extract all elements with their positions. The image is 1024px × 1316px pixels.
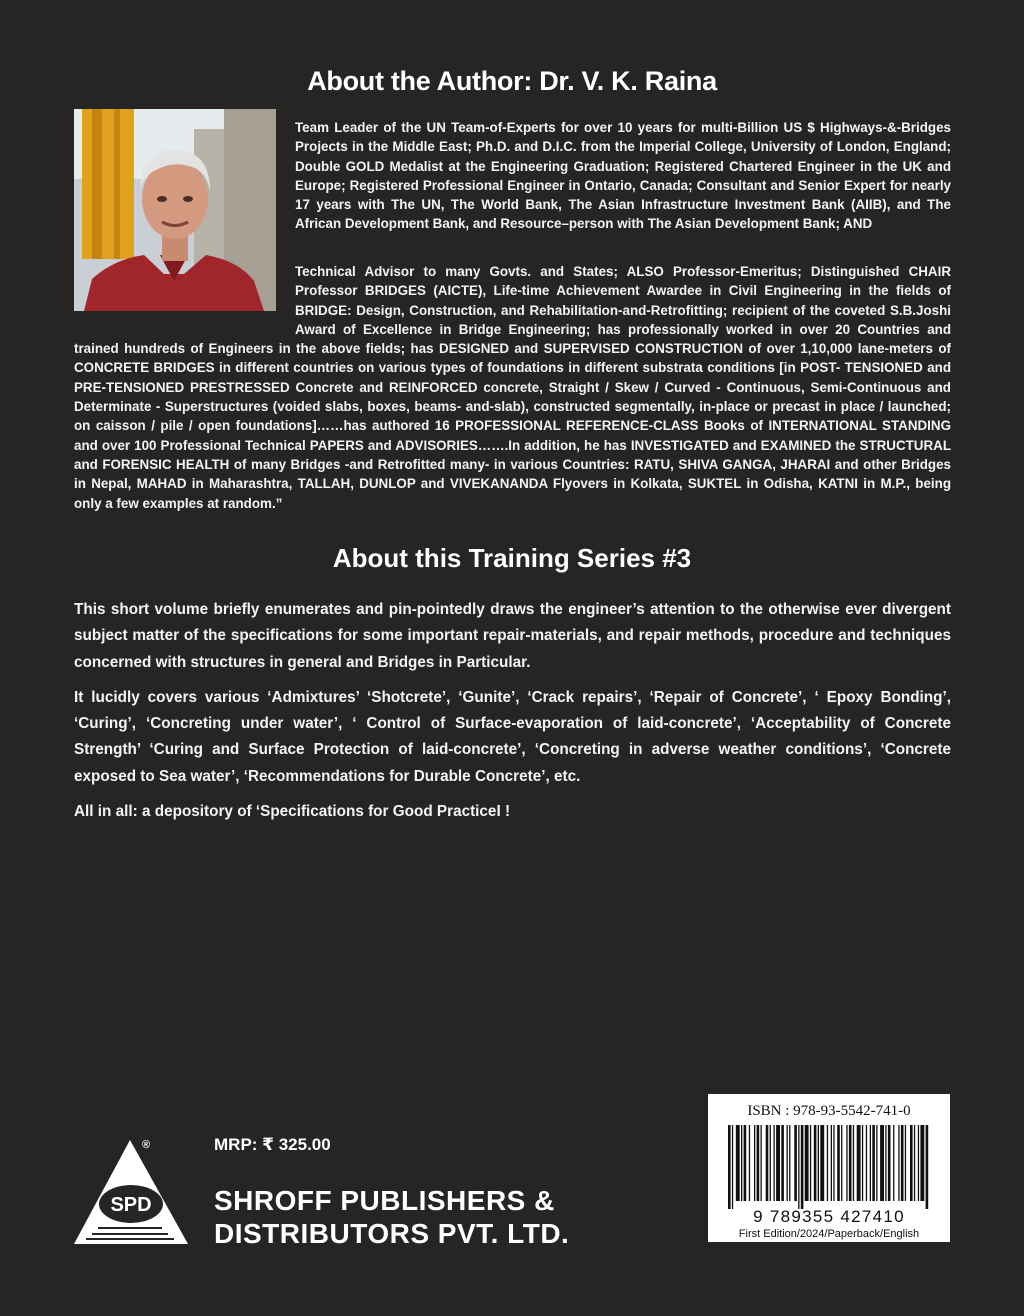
barcode-bar bbox=[798, 1125, 799, 1209]
publisher-line-1: SHROFF PUBLISHERS & bbox=[214, 1185, 555, 1216]
isbn-label: ISBN : 978-93-5542-741-0 bbox=[747, 1103, 911, 1119]
barcode-bar bbox=[893, 1125, 894, 1201]
registered-mark: ® bbox=[142, 1139, 151, 1151]
barcode-panel bbox=[708, 1094, 950, 1242]
edition-info: First Edition/2024/Paperback/English bbox=[738, 1228, 920, 1240]
barcode-bar bbox=[789, 1125, 790, 1201]
barcode-bar bbox=[801, 1125, 804, 1209]
barcode-bar bbox=[849, 1125, 852, 1201]
barcode-bar bbox=[741, 1125, 742, 1201]
barcode-bar bbox=[910, 1125, 913, 1201]
barcode-bar bbox=[781, 1125, 784, 1201]
barcode-bar bbox=[736, 1125, 740, 1201]
barcode-bar bbox=[732, 1125, 733, 1209]
barcode-bar bbox=[757, 1125, 760, 1201]
barcode-bar bbox=[853, 1125, 854, 1201]
publisher-name bbox=[214, 1184, 569, 1250]
barcode-bar bbox=[888, 1125, 891, 1201]
barcode-bar bbox=[885, 1125, 886, 1201]
barcode-bar bbox=[833, 1125, 834, 1201]
photo-wrap-spacer bbox=[74, 262, 295, 320]
barcode-bar bbox=[818, 1125, 819, 1201]
barcode-bar bbox=[901, 1125, 904, 1201]
barcode-bar bbox=[880, 1125, 884, 1201]
barcode-bar bbox=[805, 1125, 809, 1201]
barcode-bar bbox=[787, 1125, 788, 1201]
barcode-bar bbox=[870, 1125, 871, 1201]
barcode-bar bbox=[898, 1125, 899, 1201]
barcode-bar bbox=[770, 1125, 771, 1201]
series-paragraph-1: This short volume briefly enumerates and pin-pointedly draws the engineer’s attention to the otherwise ever divergent subject matter of the specifications for some important repair-materials, and repair methods, procedure and techniques concerned with structures in general and Bridges in Particular. bbox=[74, 601, 951, 671]
barcode-bar bbox=[744, 1125, 747, 1201]
author-bio-paragraph-2 bbox=[74, 262, 951, 513]
logo-text: SPD bbox=[110, 1194, 152, 1216]
barcode-bar bbox=[728, 1125, 731, 1209]
mrp-price: MRP: ₹ 325.00 bbox=[214, 1135, 331, 1154]
barcode-bar bbox=[876, 1125, 877, 1201]
barcode-bar bbox=[766, 1125, 769, 1201]
barcode-bar bbox=[749, 1125, 750, 1201]
barcode-bar bbox=[862, 1125, 863, 1201]
barcode-bar bbox=[761, 1125, 762, 1201]
barcode-bar bbox=[794, 1125, 797, 1201]
author-bio-paragraph-1: Team Leader of the UN Team-of-Experts for over 10 years for multi-Billion US $ Highways-&-Bridges Projects in the Middle East; Ph.D. and D.I.C. from the Imperial College, University of London, England; Double GOLD Medalist at the Engineering Graduation; Registered Chartered Engineer in the UK and Europe; Registered Professional Engineer in Ontario, Canada; Consultant and Senior Expert for nearly 17 years with The UN, The World Bank, The Asian Infrastructure Investment Bank (AIIB), and The African Development Bank, and Resource–person with The Asian Development Bank; AND bbox=[295, 120, 951, 232]
barcode-bar bbox=[846, 1125, 847, 1201]
barcode-bar bbox=[918, 1125, 919, 1201]
barcode-bar bbox=[841, 1125, 842, 1201]
series-paragraph-3: All in all: a depository of ‘Specifications for Good PracticeI ! bbox=[74, 803, 511, 821]
barcode-bar bbox=[820, 1125, 824, 1201]
barcode-bar bbox=[774, 1125, 775, 1201]
barcode-bar bbox=[872, 1125, 875, 1201]
barcode-bar bbox=[827, 1125, 828, 1201]
author-bio-paragraph-2-text: Technical Advisor to many Govts. and States; ALSO Professor-Emeritus; Distinguished CHAIR Professor BRIDGES (AICTE), Life-time Achievement Awardee in Civil Engineering in the fields of BRIDGE: Design, Construction, and Rehabilitation-and-Retrofitting; recipient of the coveted S.B.Joshi Award of Excellence in Bridge Engineering; has professionally worked in over 20 Countries and trained hundreds of Engineers in the above fields; has DESIGNED and SUPERVISED CONSTRUCTION of over 1,10,000 lane-meters of CONCRETE BRIDGES in different countries on various types of foundations in different substrata conditions [in POST- TENSIONED and PRE-TENSIONED PRESTRESSED Concrete and REINFORCED concrete, Straight / Skew / Curved - Continuous, Semi-Continuous and Determinate - Superstructures (voided slabs, boxes, beams- and-slab), constructed segmentally, in-place or precast in place / launched; on caisson / pile / open foundations]……has authored 16 PROFESSIONAL REFERENCE-CLASS Books of INTERNATIONAL STANDING and over 100 Professional Technical PAPERS and ADVISORIES…….In addition, he has INVESTIGATED and EXAMINED the STRUCTURAL and FORENSIC HEALTH of many Bridges -and Retrofitted many- in various Countries: RATU, SHIVA GANGA, JHARAI and other Bridges in Nepal, MAHAD in Maharashtra, TALLAH, DUNLOP and VIVEKANANDA Flyovers in Kolkata, SUKTEL in Odisha, KATNI in M.P., being only a few examples at random.” bbox=[74, 264, 951, 511]
author-heading: About the Author: Dr. V. K. Raina bbox=[307, 66, 717, 96]
barcode-bar bbox=[914, 1125, 915, 1201]
barcode-bar bbox=[837, 1125, 840, 1201]
series-description bbox=[74, 597, 951, 834]
barcode-bar bbox=[831, 1125, 832, 1201]
barcode-bar bbox=[920, 1125, 924, 1201]
series-paragraph-2: It lucidly covers various ‘Admixtures’ ‘Shotcrete’, ‘Gunite’, ‘Crack repairs’, ‘Repair of Concrete’, ‘ Epoxy Bonding’, ‘Curing’, ‘Concreting under water’, ‘ Control of Surface-evaporation of laid-concrete’, ‘Acceptability of Concrete Strength’ ‘Curing and Surface Protection of laid-concrete’, ‘Concreting in adverse weather conditions’, ‘Concrete exposed to Sea water’, ‘Recommendations for Durable Concrete’, etc. bbox=[74, 688, 951, 785]
barcode-bar bbox=[926, 1125, 929, 1209]
barcode-bar bbox=[814, 1125, 817, 1201]
barcode-digits: 9 789355 427410 bbox=[753, 1207, 905, 1226]
barcode-bar bbox=[776, 1125, 780, 1201]
spd-logo bbox=[72, 1134, 192, 1248]
barcode-bar bbox=[905, 1125, 906, 1201]
barcode-bar bbox=[754, 1125, 755, 1201]
series-heading: About this Training Series #3 bbox=[332, 543, 692, 573]
publisher-line-2: DISTRIBUTORS PVT. LTD. bbox=[214, 1218, 570, 1249]
barcode-bar bbox=[810, 1125, 811, 1201]
barcode-icon bbox=[718, 1125, 940, 1209]
barcode-bar bbox=[857, 1125, 861, 1201]
barcode-bar bbox=[866, 1125, 867, 1201]
